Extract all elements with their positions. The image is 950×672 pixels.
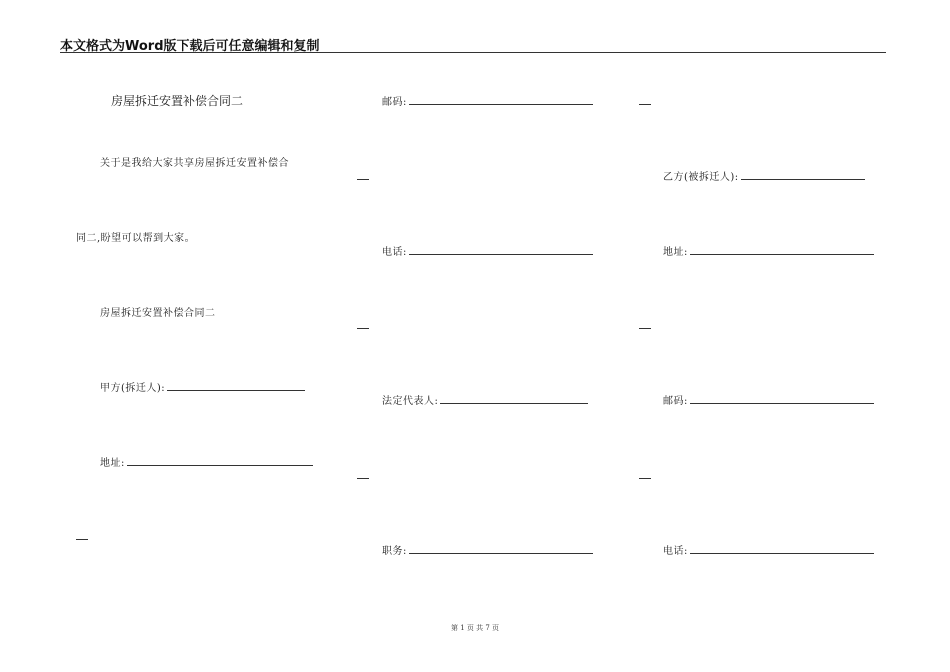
party-b-field (663, 168, 865, 183)
party-b-blank (741, 169, 865, 180)
continuation-dash (357, 179, 369, 180)
party-b-postcode-label: 邮码: (663, 396, 688, 407)
party-b-postcode-field (663, 392, 874, 407)
legal-rep-blank (440, 393, 588, 404)
party-b-phone-label: 电话: (663, 546, 688, 557)
party-a-address-label: 地址: (100, 458, 125, 469)
party-a-field (100, 379, 305, 394)
document-header: 本文格式为Word版下载后可任意编辑和复制 (60, 39, 320, 54)
header-divider (60, 52, 886, 53)
continuation-dash (639, 478, 651, 479)
page-number: 第 1 页 共 7 页 (450, 624, 500, 632)
continuation-dash (357, 328, 369, 329)
legal-rep-label: 法定代表人: (382, 396, 439, 407)
party-a-phone-blank (409, 244, 593, 255)
party-a-label: 甲方(拆迁人): (100, 383, 166, 394)
legal-rep-field (382, 392, 588, 407)
party-a-postcode-blank (409, 94, 593, 105)
party-b-label: 乙方(被拆迁人): (663, 172, 739, 183)
position-label: 职务: (382, 546, 407, 557)
intro-line-1: 关于是我给大家共享房屋拆迁安置补偿合 (100, 158, 289, 169)
party-a-blank (167, 380, 305, 391)
continuation-dash (639, 328, 651, 329)
contract-subtitle: 房屋拆迁安置补偿合同二 (100, 308, 216, 319)
party-a-address-blank (127, 455, 313, 466)
party-a-phone-field (382, 243, 593, 258)
party-b-address-field (663, 243, 874, 258)
position-field (382, 542, 593, 557)
contract-title: 房屋拆迁安置补偿合同二 (111, 94, 244, 108)
continuation-dash (639, 104, 651, 105)
party-a-address-field (100, 454, 313, 469)
party-b-phone-blank (690, 543, 874, 554)
continuation-dash (357, 478, 369, 479)
party-b-postcode-blank (690, 393, 874, 404)
party-b-address-label: 地址: (663, 247, 688, 258)
intro-line-2: 同二,盼望可以帮到大家。 (76, 233, 196, 244)
continuation-dash (76, 539, 88, 540)
party-a-postcode-field (382, 93, 593, 108)
position-blank (409, 543, 593, 554)
party-b-address-blank (690, 244, 874, 255)
party-a-phone-label: 电话: (382, 247, 407, 258)
party-b-phone-field (663, 542, 874, 557)
party-a-postcode-label: 邮码: (382, 97, 407, 108)
